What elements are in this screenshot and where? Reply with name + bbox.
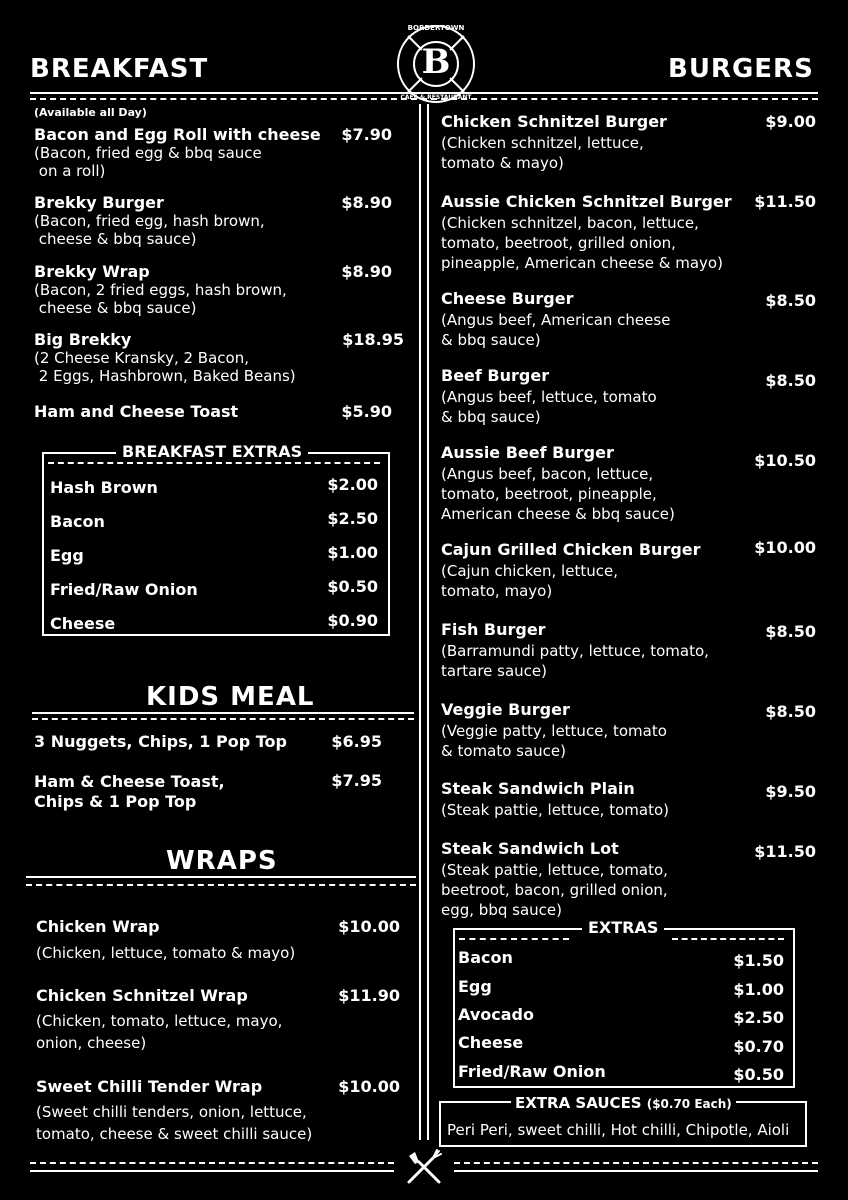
item-price: $10.00 bbox=[338, 917, 400, 936]
item-price: $10.00 bbox=[754, 538, 816, 557]
wraps-rule bbox=[26, 876, 416, 878]
extra-name: Egg bbox=[50, 546, 84, 565]
item-name: 3 Nuggets, Chips, 1 Pop Top bbox=[34, 732, 287, 751]
item-price: $8.90 bbox=[341, 193, 392, 212]
item-name: Aussie Beef Burger bbox=[441, 443, 614, 462]
item-name: Bacon and Egg Roll with cheese bbox=[34, 125, 321, 144]
item-price: $9.00 bbox=[765, 112, 816, 131]
item-desc: (Angus beef, American cheese & bbq sauce) bbox=[441, 311, 671, 349]
item-price: $8.50 bbox=[765, 702, 816, 721]
extras-box-dash bbox=[459, 938, 569, 940]
item-desc: (2 Cheese Kransky, 2 Bacon, 2 Eggs, Hashbrown, Baked Beans) bbox=[34, 349, 296, 385]
extra-name: Bacon bbox=[50, 512, 105, 531]
top-rule bbox=[30, 92, 818, 94]
item-price: $5.90 bbox=[341, 402, 392, 421]
item-name: Ham & Cheese Toast, Chips & 1 Pop Top bbox=[34, 772, 225, 811]
extra-sauces-header bbox=[511, 1093, 736, 1112]
item-price: $11.90 bbox=[338, 986, 400, 1005]
burgers-heading: BURGERS bbox=[668, 54, 814, 84]
item-name: Ham and Cheese Toast bbox=[34, 402, 239, 421]
wraps-heading: WRAPS bbox=[166, 846, 278, 876]
kids-rule-dashed bbox=[32, 718, 414, 720]
item-name: Chicken Wrap bbox=[36, 917, 160, 936]
extra-price: $2.00 bbox=[327, 475, 378, 494]
item-name: Cheese Burger bbox=[441, 289, 574, 308]
breakfast-heading: BREAKFAST bbox=[30, 54, 209, 84]
item-desc: (Chicken schnitzel, bacon, lettuce, tomato, beetroot, grilled onion, pineapple, American cheese & mayo) bbox=[441, 214, 723, 272]
extra-name: Egg bbox=[458, 977, 492, 996]
item-desc: (Veggie patty, lettuce, tomato & tomato sauce) bbox=[441, 722, 667, 760]
extra-price: $0.50 bbox=[327, 577, 378, 596]
item-price: $10.00 bbox=[338, 1077, 400, 1096]
item-price: $10.50 bbox=[754, 451, 816, 470]
footer-rule-dashed-right bbox=[454, 1162, 818, 1164]
wraps-rule-dashed bbox=[26, 884, 416, 886]
footer-rule-dashed-left bbox=[30, 1162, 394, 1164]
extra-name: Fried/Raw Onion bbox=[458, 1062, 606, 1081]
item-price: $8.90 bbox=[341, 262, 392, 281]
item-desc: (Steak pattie, lettuce, tomato, beetroot, bacon, grilled onion, egg, bbq sauce) bbox=[441, 861, 668, 919]
item-name: Brekky Wrap bbox=[34, 262, 150, 281]
kids-rule bbox=[32, 712, 414, 714]
breakfast-extras-title: BREAKFAST EXTRAS bbox=[116, 442, 308, 461]
extra-price: $2.50 bbox=[733, 1008, 784, 1027]
item-name: Chicken Schnitzel Wrap bbox=[36, 986, 248, 1005]
item-price: $8.50 bbox=[765, 371, 816, 390]
item-price: $7.95 bbox=[331, 771, 382, 790]
kids-heading: KIDS MEAL bbox=[146, 682, 315, 712]
extra-sauces-price: ($0.70 Each) bbox=[646, 1097, 732, 1111]
item-price: $8.50 bbox=[765, 291, 816, 310]
item-name: Big Brekky bbox=[34, 330, 132, 349]
item-desc: (Steak pattie, lettuce, tomato) bbox=[441, 801, 669, 819]
item-price: $11.50 bbox=[754, 842, 816, 861]
extra-name: Cheese bbox=[458, 1033, 524, 1052]
item-name: Cajun Grilled Chicken Burger bbox=[441, 540, 701, 559]
item-desc: (Chicken schnitzel, lettuce, tomato & mayo) bbox=[441, 134, 644, 172]
burger-extras-title: EXTRAS bbox=[582, 918, 664, 937]
extra-price: $1.00 bbox=[327, 543, 378, 562]
column-divider-left bbox=[419, 104, 421, 1140]
item-desc: (Sweet chilli tenders, onion, lettuce, tomato, cheese & sweet chilli sauce) bbox=[36, 1103, 313, 1143]
column-divider-right bbox=[427, 104, 429, 1140]
item-price: $18.95 bbox=[342, 330, 404, 349]
item-name: Aussie Chicken Schnitzel Burger bbox=[441, 192, 732, 211]
item-price: $6.95 bbox=[331, 732, 382, 751]
extra-price: $0.70 bbox=[733, 1037, 784, 1056]
item-desc: (Bacon, fried egg, hash brown, cheese & bbq sauce) bbox=[34, 212, 265, 248]
item-price: $8.50 bbox=[765, 622, 816, 641]
extra-name: Hash Brown bbox=[50, 478, 158, 497]
extras-box-dash bbox=[672, 938, 784, 940]
item-name: Fish Burger bbox=[441, 620, 546, 639]
item-name: Brekky Burger bbox=[34, 193, 164, 212]
extra-name: Cheese bbox=[50, 614, 116, 633]
footer-rule-right bbox=[454, 1170, 818, 1172]
item-name: Veggie Burger bbox=[441, 700, 570, 719]
item-desc: (Angus beef, lettuce, tomato & bbq sauce) bbox=[441, 388, 657, 426]
item-desc: (Bacon, 2 fried eggs, hash brown, cheese & bbq sauce) bbox=[34, 281, 287, 317]
item-desc: (Bacon, fried egg & bbq sauce on a roll) bbox=[34, 144, 262, 180]
item-desc: (Chicken, lettuce, tomato & mayo) bbox=[36, 944, 296, 962]
fork-knife-icon bbox=[403, 1146, 445, 1188]
item-name: Sweet Chilli Tender Wrap bbox=[36, 1077, 263, 1096]
logo-letter: B bbox=[421, 42, 451, 82]
item-price: $9.50 bbox=[765, 782, 816, 801]
item-desc: (Cajun chicken, lettuce, tomato, mayo) bbox=[441, 562, 618, 600]
extras-box-dash bbox=[48, 462, 380, 464]
extra-price: $0.50 bbox=[733, 1065, 784, 1084]
extra-name: Avocado bbox=[458, 1005, 534, 1024]
top-rule-dashed bbox=[30, 98, 818, 100]
extra-name: Fried/Raw Onion bbox=[50, 580, 198, 599]
item-price: $7.90 bbox=[341, 125, 392, 144]
item-desc: (Angus beef, bacon, lettuce, tomato, beetroot, pineapple, American cheese & bbq sauce) bbox=[441, 465, 675, 523]
item-price: $11.50 bbox=[754, 192, 816, 211]
item-desc: (Chicken, tomato, lettuce, mayo, onion, cheese) bbox=[36, 1012, 283, 1052]
extra-name: Bacon bbox=[458, 948, 513, 967]
extra-sauces-list: Peri Peri, sweet chilli, Hot chilli, Chipotle, Aioli bbox=[447, 1121, 790, 1139]
extra-sauces-title: EXTRA SAUCES bbox=[515, 1094, 642, 1112]
logo-name: BORDERTOWN bbox=[407, 24, 465, 32]
breakfast-note: (Available all Day) bbox=[34, 106, 147, 119]
logo-tagline: CAFE & RESTAURANT bbox=[400, 94, 472, 101]
extra-price: $1.50 bbox=[733, 951, 784, 970]
extra-price: $1.00 bbox=[733, 980, 784, 999]
footer-rule-left bbox=[30, 1170, 394, 1172]
item-name: Chicken Schnitzel Burger bbox=[441, 112, 667, 131]
item-desc: (Barramundi patty, lettuce, tomato, tartare sauce) bbox=[441, 642, 709, 680]
extra-price: $2.50 bbox=[327, 509, 378, 528]
item-name: Beef Burger bbox=[441, 366, 550, 385]
item-name: Steak Sandwich Lot bbox=[441, 839, 619, 858]
extra-price: $0.90 bbox=[327, 611, 378, 630]
item-name: Steak Sandwich Plain bbox=[441, 779, 635, 798]
